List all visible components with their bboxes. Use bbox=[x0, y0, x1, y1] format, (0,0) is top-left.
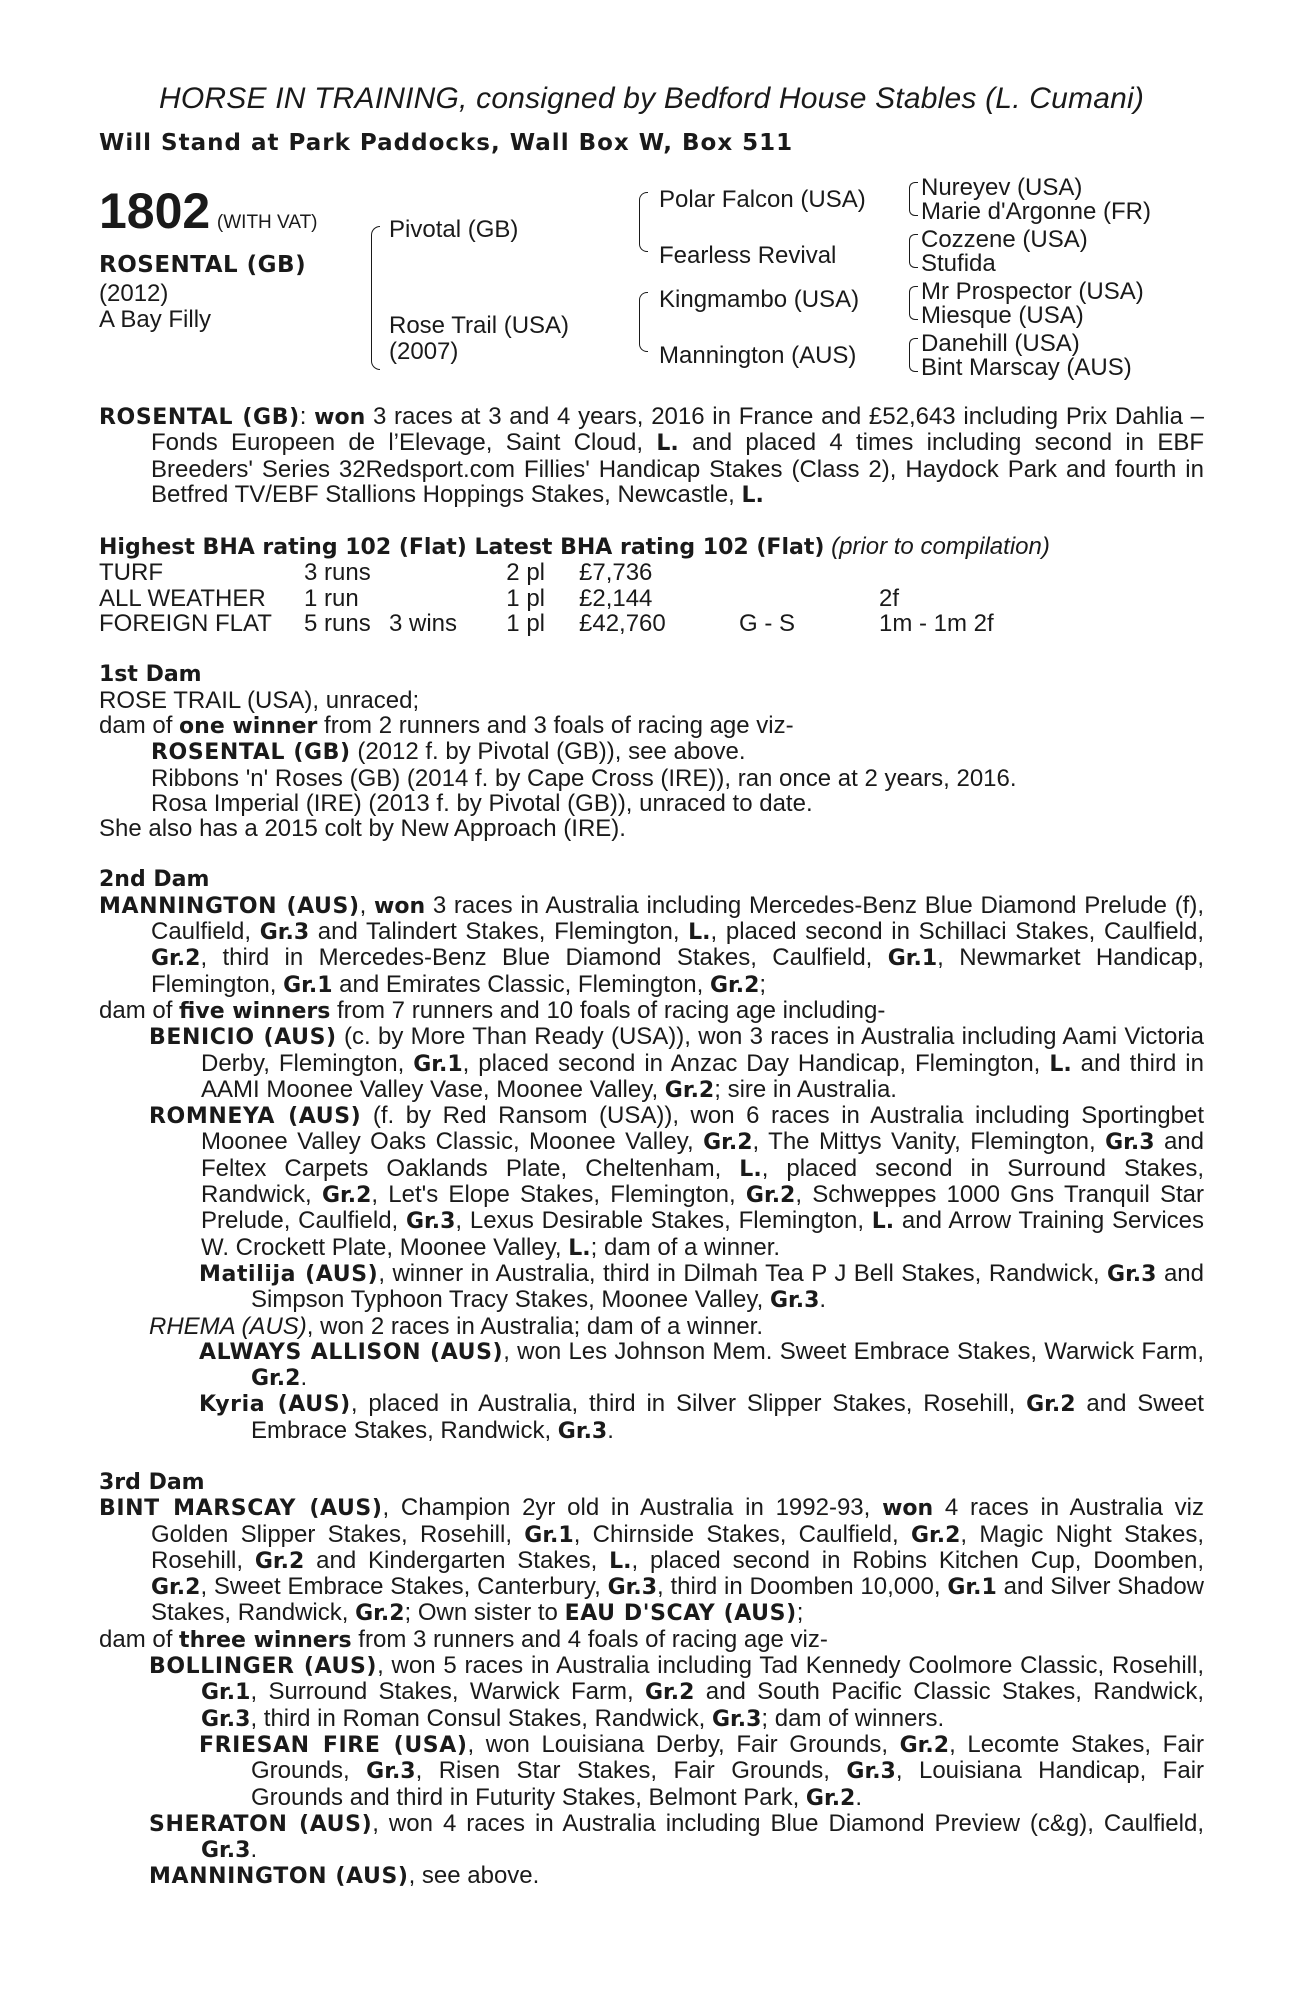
text: , won Les Johnson Mem. Sweet Embrace Stakes, Warwick Farm, bbox=[503, 1337, 1204, 1365]
text: , The Mittys Vanity, Flemington, bbox=[752, 1128, 1106, 1156]
ped-sdd: Stufida bbox=[921, 250, 996, 277]
grade-mark: Gr.2 bbox=[355, 1601, 405, 1627]
grade-mark: Gr.2 bbox=[709, 972, 760, 998]
listed-mark: L. bbox=[568, 1235, 591, 1261]
grade-mark: Gr.2 bbox=[645, 1680, 695, 1706]
brace-dam-parents bbox=[639, 292, 648, 352]
text: , placed second in Surround Stakes, Randwick, bbox=[201, 1154, 1204, 1209]
text: . bbox=[250, 1836, 258, 1864]
produce-sheraton bbox=[99, 1811, 1204, 1864]
page-header: HORSE IN TRAINING, consigned by Bedford House Stables (L. Cumani) bbox=[158, 82, 1145, 115]
pedigree-block bbox=[99, 174, 1204, 404]
text: 4 races in Australia viz Golden Slipper Stakes, Rosehill, bbox=[151, 1494, 1204, 1548]
ped-dam-year: (2007) bbox=[389, 338, 459, 365]
record-type: FOREIGN FLAT bbox=[99, 610, 272, 638]
first-dam-section bbox=[99, 662, 1204, 841]
third-dam-produce bbox=[99, 1627, 1204, 1653]
record-pl: 1 pl bbox=[506, 610, 545, 638]
produce-2: Ribbons 'n' Roses (GB) (2014 f. by Cape Cross (IRE)), ran once at 2 years, 2016. bbox=[151, 764, 1017, 792]
ped-sire-sire: Polar Falcon (USA) bbox=[659, 186, 866, 213]
text: , won 5 races in Australia including Tad Kennedy Coolmore Classic, Rosehill, bbox=[377, 1652, 1204, 1680]
second-dam-heading: 2nd Dam bbox=[99, 867, 210, 893]
grade-mark: Gr.1 bbox=[524, 1522, 574, 1548]
produce-matilija bbox=[99, 1261, 1204, 1314]
listed-mark: L. bbox=[688, 920, 711, 946]
text: , third in Doomben 10,000, bbox=[657, 1573, 948, 1601]
produce-name: ALWAYS ALLISON (AUS) bbox=[199, 1339, 504, 1365]
text: (c. by More Than Ready (USA)), won 3 races in Australia including Aami Victoria Derby, Flemington, bbox=[201, 1023, 1205, 1077]
summary-text-2: and placed 4 times including second in EBF Breeders' Series 32Redsport.com Fillies' Handicap Stakes (Class 2), Haydock Park and fourth in Betfred TV/EBF Stallions Hoppings Stakes, Newcastle, bbox=[151, 429, 1204, 508]
grade-mark: Gr.3 bbox=[259, 920, 310, 946]
text: and Kindergarten Stakes, bbox=[304, 1546, 610, 1574]
text: and Arrow Training Services W. Crockett Plate, Moonee Valley, bbox=[201, 1207, 1205, 1261]
text: , won 2 races in Australia; dam of a winner. bbox=[306, 1312, 764, 1340]
grade-mark: Gr.3 bbox=[846, 1759, 896, 1785]
brace-g3-3 bbox=[909, 286, 918, 320]
brace-sire-parents bbox=[639, 192, 648, 252]
ped-sds: Cozzene (USA) bbox=[921, 226, 1088, 253]
grade-mark: Gr.3 bbox=[201, 1838, 251, 1864]
text: , Risen Star Stakes, Fair Grounds, bbox=[415, 1757, 847, 1785]
record-row bbox=[99, 560, 1079, 585]
record-wins bbox=[389, 560, 475, 585]
ped-dss: Mr Prospector (USA) bbox=[921, 278, 1144, 305]
winners-count: one winner bbox=[179, 713, 318, 739]
grade-mark: Gr.2 bbox=[805, 1785, 856, 1811]
first-dam-heading: 1st Dam bbox=[99, 662, 202, 688]
third-dam-section bbox=[99, 1470, 1204, 1890]
produce-3: Rosa Imperial (IRE) (2013 f. by Pivotal (GB)), unraced to date. bbox=[151, 789, 813, 817]
text: . bbox=[855, 1783, 863, 1811]
listed-mark: L. bbox=[741, 482, 764, 508]
ped-sss: Nureyev (USA) bbox=[921, 174, 1083, 201]
text: ; bbox=[796, 1599, 804, 1627]
produce-rhema bbox=[99, 1314, 1204, 1339]
text: and South Pacific Classic Stakes, Randwick, bbox=[694, 1678, 1205, 1706]
dam-name: MANNINGTON (AUS) bbox=[99, 893, 360, 919]
text: , won 4 races in Australia including Blue Diamond Preview (c&g), Caulfield, bbox=[372, 1809, 1204, 1837]
record-row bbox=[99, 586, 1079, 611]
grade-mark: Gr.2 bbox=[910, 1522, 961, 1548]
grade-mark: Gr.2 bbox=[151, 946, 201, 972]
grade-mark: Gr.3 bbox=[1107, 1261, 1157, 1287]
text: ; sire in Australia. bbox=[714, 1075, 897, 1103]
text: dam of bbox=[99, 1625, 180, 1653]
record-dist bbox=[879, 560, 1079, 585]
ped-sire: Pivotal (GB) bbox=[389, 216, 519, 243]
text: , Champion 2yr old in Australia in 1992-93, bbox=[382, 1494, 883, 1522]
text: and Silver Shadow Stakes, Randwick, bbox=[151, 1573, 1204, 1627]
grade-mark: Gr.2 bbox=[703, 1130, 753, 1156]
ped-dsd: Miesque (USA) bbox=[921, 302, 1084, 329]
grade-mark: Gr.3 bbox=[366, 1759, 416, 1785]
text: , Magic Night Stakes, Rosehill, bbox=[151, 1520, 1204, 1574]
text: , Surround Stakes, Warwick Farm, bbox=[250, 1678, 645, 1706]
lot-line bbox=[99, 183, 318, 239]
grade-mark: Gr.1 bbox=[283, 972, 333, 998]
text: ; Own sister to bbox=[404, 1599, 565, 1627]
text: , Louisiana Handicap, Fair Grounds and third in Futurity Stakes, Belmont Park, bbox=[251, 1757, 1205, 1811]
record-wins bbox=[389, 586, 475, 611]
grade-mark: Gr.2 bbox=[254, 1548, 305, 1574]
rating-line bbox=[99, 534, 1204, 560]
winners-count: three winners bbox=[179, 1627, 352, 1653]
text: ; bbox=[759, 970, 767, 998]
produce-name: BENICIO (AUS) bbox=[149, 1025, 337, 1051]
produce-1 bbox=[99, 739, 1204, 765]
produce-bollinger bbox=[99, 1653, 1204, 1732]
record-pl: 1 pl bbox=[506, 584, 545, 612]
listed-mark: L. bbox=[609, 1548, 632, 1574]
produce-name: RHEMA (AUS) bbox=[149, 1312, 307, 1340]
second-dam-produce bbox=[99, 998, 1204, 1024]
listed-mark: L. bbox=[871, 1209, 895, 1235]
won-label: won bbox=[882, 1496, 934, 1522]
won-label: won bbox=[374, 893, 426, 919]
text: . bbox=[300, 1364, 308, 1392]
record-type: ALL WEATHER bbox=[99, 584, 266, 612]
text: (f. by Red Ransom (USA)), won 6 races in Australia including Sportingbet Moonee Valley Oaks Classic, Moonee Valley, bbox=[201, 1102, 1204, 1156]
text: , placed in Australia, third in Silver Slipper Stakes, Rosehill, bbox=[350, 1390, 1027, 1418]
produce-friesan-fire bbox=[99, 1732, 1204, 1811]
grade-mark: Gr.2 bbox=[321, 1183, 372, 1209]
produce-name: Kyria (AUS) bbox=[199, 1392, 351, 1418]
brace-g3-4 bbox=[909, 338, 918, 372]
third-dam-paragraph bbox=[99, 1495, 1204, 1626]
grade-mark: Gr.3 bbox=[201, 1706, 251, 1732]
produce-allison bbox=[99, 1339, 1204, 1392]
text: and third in AAMI Moonee Valley Vase, Moonee Valley, bbox=[201, 1049, 1204, 1103]
record-money: £42,760 bbox=[579, 610, 666, 638]
record-money: £2,144 bbox=[579, 584, 653, 612]
grade-mark: Gr.2 bbox=[899, 1732, 950, 1758]
text: , Let's Elope Stakes, Flemington, bbox=[371, 1181, 746, 1209]
sister-name: EAU D'SCAY (AUS) bbox=[564, 1601, 797, 1627]
grade-mark: Gr.3 bbox=[607, 1575, 658, 1601]
record-wins: 3 wins bbox=[389, 610, 458, 638]
produce-mannington bbox=[99, 1863, 1204, 1889]
produce-kyria bbox=[99, 1391, 1204, 1444]
grade-mark: Gr.2 bbox=[151, 1575, 201, 1601]
record-runs: 1 run bbox=[304, 584, 359, 612]
grade-mark: Gr.2 bbox=[251, 1366, 301, 1392]
record-going bbox=[739, 586, 879, 611]
grade-mark: Gr.2 bbox=[745, 1183, 796, 1209]
text: , placed second in Robins Kitchen Cup, Doomben, bbox=[631, 1546, 1204, 1574]
stand-location: Will Stand at Park Paddocks, Wall Box W, Box 511 bbox=[99, 130, 794, 156]
record-row bbox=[99, 611, 1079, 636]
rating-note: (prior to compilation) bbox=[831, 533, 1050, 561]
text: and Feltex Carpets Oaklands Plate, Cheltenham, bbox=[201, 1128, 1204, 1182]
listed-mark: L. bbox=[1049, 1051, 1072, 1077]
race-record-table bbox=[99, 560, 1079, 636]
grade-mark: Gr.3 bbox=[405, 1209, 456, 1235]
summary-paragraph: ROSENTAL (GB): won 3 races at 3 and 4 years, 2016 in France and £52,643 including Prix Dahlia – Fonds Europeen de l’Elevage, Saint Cloud, L. and placed 4 times including second in EBF Breeders' Series 32Redsport.com Fillies' Handicap Stakes (Class 2), Haydock Park and fourth in Betfred TV/EBF Stallions Hoppings Stakes, Newcastle, L. bbox=[99, 403, 1205, 508]
produce-name: ROSENTAL (GB) bbox=[151, 740, 351, 766]
grade-mark: Gr.3 bbox=[769, 1288, 820, 1314]
text: , Newmarket Handicap, Flemington, bbox=[151, 944, 1205, 998]
text: and Emirates Classic, Flemington, bbox=[332, 970, 710, 998]
ped-sire-dam: Fearless Revival bbox=[659, 242, 837, 269]
second-dam-paragraph: MANNINGTON (AUS), won 3 races in Australia including Mercedes-Benz Blue Diamond Prelude (f), Caulfield, Gr.3 and Talindert Stakes, Flemington, L., placed second in Schillaci Stakes, Caulfield, Gr.2, third in Mercedes-Benz Blue Diamond Stakes, Caulfield, Gr.1, Newmarket Handicap, Flemington, Gr.1 and Emirates Classic, Flemington, Gr.2; bbox=[99, 891, 1205, 998]
rating-text: Highest BHA rating 102 (Flat) Latest BHA rating 102 (Flat) bbox=[99, 535, 825, 561]
produce-name: ROMNEYA (AUS) bbox=[149, 1104, 362, 1130]
produce-name: BOLLINGER (AUS) bbox=[149, 1654, 378, 1680]
first-dam-produce bbox=[99, 713, 1204, 739]
record-type: TURF bbox=[99, 559, 163, 587]
text: , third in Mercedes-Benz Blue Diamond Stakes, Caulfield, bbox=[200, 944, 888, 972]
race-summary bbox=[99, 404, 1204, 508]
catalogue-page bbox=[99, 82, 1204, 1890]
record-runs: 5 runs bbox=[304, 610, 371, 638]
summary-text-1: 3 races at 3 and 4 years, 2016 in France and £52,643 including Prix Dahlia – Fonds Europeen de l’Elevage, Saint Cloud, bbox=[151, 403, 1205, 457]
brace-g3-2 bbox=[909, 234, 918, 268]
record-going bbox=[739, 560, 879, 585]
ped-dam-sire: Kingmambo (USA) bbox=[659, 286, 860, 313]
second-dam-section bbox=[99, 867, 1204, 1444]
text: ; dam of winners. bbox=[761, 1704, 945, 1732]
winners-count: five winners bbox=[179, 998, 331, 1024]
ped-dam: Rose Trail (USA) bbox=[389, 312, 570, 339]
produce-romneya bbox=[99, 1103, 1204, 1261]
vat-note: (WITH VAT) bbox=[216, 212, 318, 233]
summary-horse-name: ROSENTAL (GB) bbox=[99, 405, 300, 430]
horse-name: ROSENTAL (GB) bbox=[99, 252, 307, 278]
text: and Talindert Stakes, Flemington, bbox=[309, 918, 689, 946]
grade-mark: Gr.2 bbox=[1026, 1392, 1076, 1418]
produce-name: SHERATON (AUS) bbox=[149, 1811, 373, 1837]
text: . bbox=[819, 1286, 827, 1314]
rating-section bbox=[99, 534, 1204, 636]
text: , Lexus Desirable Stakes, Flemington, bbox=[455, 1207, 872, 1235]
grade-mark: Gr.1 bbox=[947, 1575, 997, 1601]
text: dam of bbox=[99, 996, 180, 1024]
won-label: won bbox=[314, 405, 366, 430]
text: , Schweppes 1000 Gns Tranquil Star Prelude, Caulfield, bbox=[201, 1181, 1205, 1235]
third-dam-heading: 3rd Dam bbox=[99, 1469, 205, 1495]
lot-number: 1802 bbox=[99, 183, 211, 239]
grade-mark: Gr.1 bbox=[201, 1680, 251, 1706]
ped-dds: Danehill (USA) bbox=[921, 330, 1080, 357]
record-dist: 2f bbox=[879, 584, 900, 612]
horse-description: A Bay Filly bbox=[99, 306, 212, 333]
grade-mark: Gr.3 bbox=[1105, 1130, 1155, 1156]
record-money: £7,736 bbox=[579, 559, 653, 587]
text: , Chirnside Stakes, Caulfield, bbox=[573, 1520, 911, 1548]
ped-ssd: Marie d'Argonne (FR) bbox=[921, 198, 1151, 225]
text: from 3 runners and 4 foals of racing age viz- bbox=[351, 1625, 828, 1653]
brace-g3-1 bbox=[909, 182, 918, 216]
grade-mark: Gr.3 bbox=[557, 1418, 608, 1444]
grade-mark: Gr.2 bbox=[664, 1077, 715, 1103]
text: and Sweet Embrace Stakes, Randwick, bbox=[251, 1390, 1204, 1444]
ped-ddd: Bint Marscay (AUS) bbox=[921, 354, 1132, 381]
produce-4: She also has a 2015 colt by New Approach (IRE). bbox=[99, 815, 626, 843]
produce-name: MANNINGTON (AUS) bbox=[149, 1864, 409, 1890]
listed-mark: L. bbox=[739, 1156, 762, 1182]
text: , won Louisiana Derby, Fair Grounds, bbox=[467, 1730, 900, 1758]
record-going: G - S bbox=[739, 610, 796, 638]
text: from 7 runners and 10 foals of racing age including- bbox=[330, 996, 886, 1024]
produce-benicio bbox=[99, 1024, 1204, 1103]
text: , Sweet Embrace Stakes, Canterbury, bbox=[200, 1573, 608, 1601]
produce-name: FRIESAN FIRE (USA) bbox=[199, 1732, 468, 1758]
text: from 2 runners and 3 foals of racing age viz- bbox=[317, 711, 794, 739]
text: (2012 f. by Pivotal (GB)), see above. bbox=[350, 738, 746, 766]
dam-name: BINT MARSCAY (AUS) bbox=[99, 1496, 383, 1522]
text: and Simpson Typhoon Tracy Stakes, Moonee Valley, bbox=[251, 1259, 1204, 1314]
produce-name: Matilija (AUS) bbox=[199, 1261, 379, 1287]
text: dam of bbox=[99, 711, 180, 739]
text: , winner in Australia, third in Dilmah Tea P J Bell Stakes, Randwick, bbox=[378, 1259, 1108, 1287]
text: , placed second in Anzac Day Handicap, Flemington, bbox=[462, 1049, 1050, 1077]
brace-sire-dam bbox=[371, 226, 380, 370]
horse-year: (2012) bbox=[99, 280, 169, 307]
first-dam-line: ROSE TRAIL (USA), unraced; bbox=[99, 686, 420, 714]
record-runs: 3 runs bbox=[304, 559, 371, 587]
text: , see above. bbox=[408, 1862, 540, 1890]
record-dist: 1m - 1m 2f bbox=[879, 610, 994, 638]
text: , Lecomte Stakes, Fair Grounds, bbox=[251, 1730, 1204, 1785]
text: , placed second in Schillaci Stakes, Caulfield, bbox=[710, 918, 1205, 946]
text: . bbox=[607, 1416, 614, 1444]
text: ; dam of a winner. bbox=[590, 1233, 781, 1261]
text: 3 races in Australia including Mercedes-Benz Blue Diamond Prelude (f), Caulfield, bbox=[151, 891, 1205, 946]
record-pl: 2 pl bbox=[506, 559, 545, 587]
ped-dam-dam: Mannington (AUS) bbox=[659, 342, 857, 369]
text: , third in Roman Consul Stakes, Randwick, bbox=[250, 1704, 712, 1732]
grade-mark: Gr.3 bbox=[711, 1706, 762, 1732]
grade-mark: Gr.1 bbox=[413, 1051, 463, 1077]
grade-mark: Gr.1 bbox=[887, 946, 938, 972]
listed-mark: L. bbox=[656, 431, 679, 457]
